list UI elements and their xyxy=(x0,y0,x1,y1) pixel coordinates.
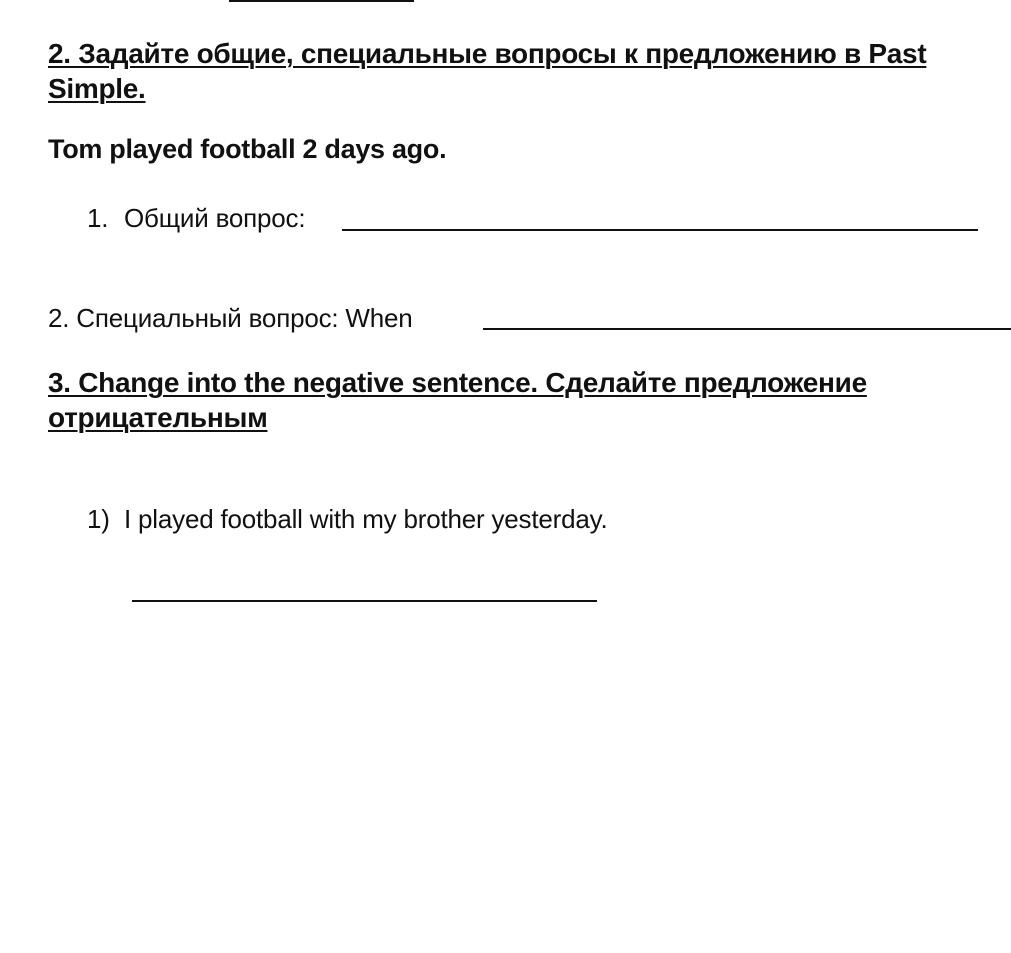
negative-item-number: 1) xyxy=(87,504,110,534)
general-question-number: 1. xyxy=(87,203,109,233)
special-question-answer-line[interactable] xyxy=(483,328,1011,330)
task-2-heading xyxy=(48,36,926,106)
task-2-heading-line-2: Simple. xyxy=(48,73,146,104)
task-3-heading-line-2: отрицательным xyxy=(48,402,268,433)
example-sentence: Tom played football 2 days ago. xyxy=(48,134,447,164)
previous-task-answer-line xyxy=(229,0,414,2)
task-3-heading xyxy=(48,365,867,435)
task-3-heading-line-1: 3. Change into the negative sentence. Сделайте предложение xyxy=(48,367,867,398)
special-question-label: 2. Специальный вопрос: When xyxy=(48,303,413,333)
task-2-heading-line-1: 2. Задайте общие, специальные вопросы к предложению в Past xyxy=(48,38,927,69)
negative-item-answer-line[interactable] xyxy=(132,600,597,602)
negative-item-sentence: I played football with my brother yesterday. xyxy=(124,504,608,534)
general-question-label: Общий вопрос: xyxy=(124,203,306,233)
general-question-answer-line[interactable] xyxy=(342,229,978,231)
